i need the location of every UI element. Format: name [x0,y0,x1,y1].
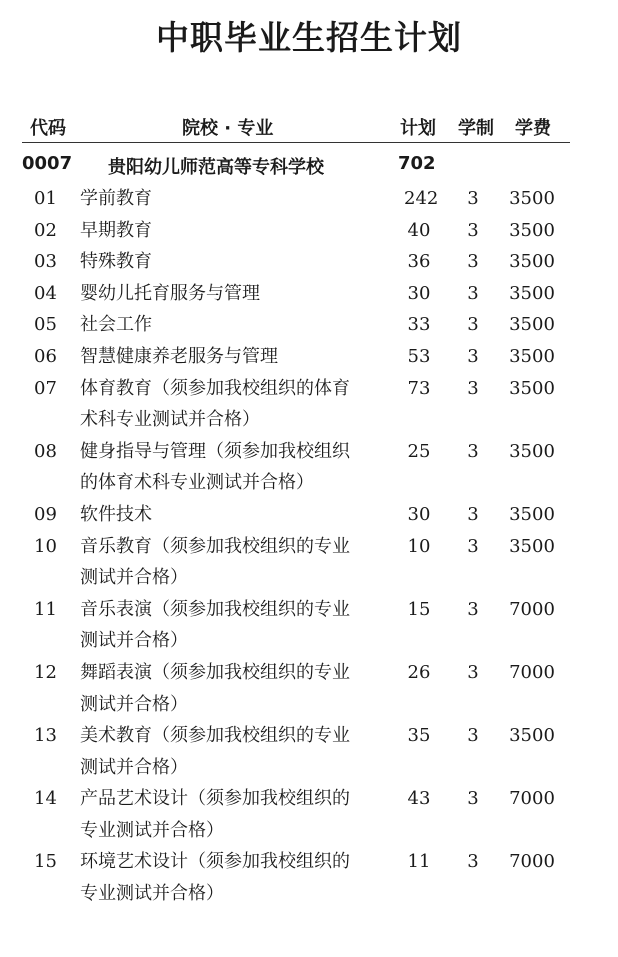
major-fee: 7000 [509,788,555,810]
major-name-line: 婴幼儿托育服务与管理 [80,282,260,304]
table-row [0,783,618,846]
major-code: 05 [34,314,57,336]
major-fee: 3500 [509,377,555,399]
major-name [80,309,390,341]
major-name-line: 学前教育 [80,188,152,209]
major-name-line: 软件技术 [80,503,152,525]
major-name-line: 测试并合格） [80,630,188,652]
major-name [80,846,390,909]
major-name-line: 测试并合格） [80,756,188,778]
major-name-line: 体育教育（须参加我校组织的体育 [80,377,350,399]
major-length: 3 [467,251,479,273]
major-fee: 3500 [509,282,555,304]
major-name-line: 舞蹈表演（须参加我校组织的专业 [80,661,350,683]
header-code: 代码 [30,118,66,139]
major-plan: 15 [407,598,431,620]
major-name [80,499,390,531]
table-row [0,657,618,720]
major-code: 10 [34,535,57,557]
major-plan: 73 [407,377,431,399]
major-fee: 3500 [509,345,555,367]
school-name: 贵阳幼儿师范高等专科学校 [108,157,324,178]
major-name-line: 的体育术科专业测试并合格） [80,472,314,494]
major-plan: 25 [407,440,431,462]
table-row [0,720,618,783]
major-fee: 3500 [509,188,555,209]
majors-table [0,183,618,910]
table-row [0,341,618,373]
table-row [0,215,618,247]
major-name-line: 社会工作 [80,314,152,336]
table-row [0,846,618,909]
header-divider [22,142,570,143]
major-code: 13 [34,725,57,747]
major-length: 3 [467,282,479,304]
major-fee: 3500 [509,219,555,241]
school-row [0,153,618,179]
major-length: 3 [467,188,479,209]
major-name [80,183,390,215]
major-name-line: 早期教育 [80,219,152,241]
table-row [0,246,618,278]
major-name [80,531,390,594]
major-code: 06 [34,345,57,367]
header-plan: 计划 [400,118,436,139]
major-name-line: 美术教育（须参加我校组织的专业 [80,725,350,747]
major-plan: 30 [407,282,431,304]
major-length: 3 [467,851,479,873]
major-code: 02 [34,219,57,241]
major-name [80,278,390,310]
major-code: 14 [34,788,57,810]
major-plan: 11 [407,851,431,873]
major-length: 3 [467,503,479,525]
major-length: 3 [467,314,479,336]
major-name [80,720,390,783]
major-name [80,657,390,720]
major-plan: 242 [404,188,439,209]
table-row [0,594,618,657]
major-length: 3 [467,788,479,810]
major-name-line: 特殊教育 [80,251,152,273]
major-fee: 7000 [509,598,555,620]
major-length: 3 [467,377,479,399]
major-code: 01 [34,188,57,209]
major-fee: 3500 [509,535,555,557]
major-name [80,246,390,278]
major-code: 03 [34,251,57,273]
major-fee: 3500 [509,251,555,273]
major-plan: 33 [407,314,431,336]
major-plan: 40 [407,219,431,241]
major-name-line: 专业测试并合格） [80,819,224,841]
major-code: 04 [34,282,57,304]
table-row [0,309,618,341]
table-row [0,373,618,436]
major-name [80,594,390,657]
major-plan: 43 [407,788,431,810]
major-name-line: 环境艺术设计（须参加我校组织的 [80,851,350,873]
major-name-line: 音乐表演（须参加我校组织的专业 [80,598,350,620]
major-name-line: 术科专业测试并合格） [80,409,260,431]
major-code: 09 [34,503,57,525]
major-fee: 7000 [509,661,555,683]
major-length: 3 [467,725,479,747]
major-name-line: 测试并合格） [80,567,188,589]
major-length: 3 [467,345,479,367]
major-plan: 10 [407,535,431,557]
table-header [0,114,618,144]
table-row [0,531,618,594]
major-name [80,436,390,499]
major-name-line: 健身指导与管理（须参加我校组织 [80,440,350,462]
major-fee: 3500 [509,440,555,462]
major-length: 3 [467,440,479,462]
major-name [80,341,390,373]
major-code: 08 [34,440,57,462]
major-fee: 3500 [509,503,555,525]
header-fee: 学费 [515,118,551,139]
header-length: 学制 [458,118,494,139]
table-row [0,278,618,310]
major-fee: 3500 [509,314,555,336]
major-length: 3 [467,535,479,557]
major-name-line: 产品艺术设计（须参加我校组织的 [80,788,350,810]
major-plan: 26 [407,661,431,683]
major-name-line: 专业测试并合格） [80,883,224,905]
major-code: 07 [34,377,57,399]
major-name [80,783,390,846]
major-length: 3 [467,661,479,683]
major-name [80,373,390,436]
major-plan: 53 [407,345,431,367]
major-fee: 7000 [509,851,555,873]
major-code: 15 [34,851,57,873]
major-plan: 35 [407,725,431,747]
table-row [0,499,618,531]
major-name-line: 测试并合格） [80,693,188,715]
table-row [0,436,618,499]
major-length: 3 [467,598,479,620]
major-code: 12 [34,661,57,683]
major-length: 3 [467,219,479,241]
major-name-line: 智慧健康养老服务与管理 [80,345,278,367]
major-name-line: 音乐教育（须参加我校组织的专业 [80,535,350,557]
header-school-major: 院校 · 专业 [182,118,274,139]
major-plan: 36 [407,251,431,273]
school-code: 0007 [22,153,73,174]
major-fee: 3500 [509,725,555,747]
page-title: 中职毕业生招生计划 [156,18,462,57]
table-row [0,183,618,215]
school-plan: 702 [398,153,436,174]
major-plan: 30 [407,503,431,525]
major-code: 11 [34,598,57,620]
major-name [80,215,390,247]
